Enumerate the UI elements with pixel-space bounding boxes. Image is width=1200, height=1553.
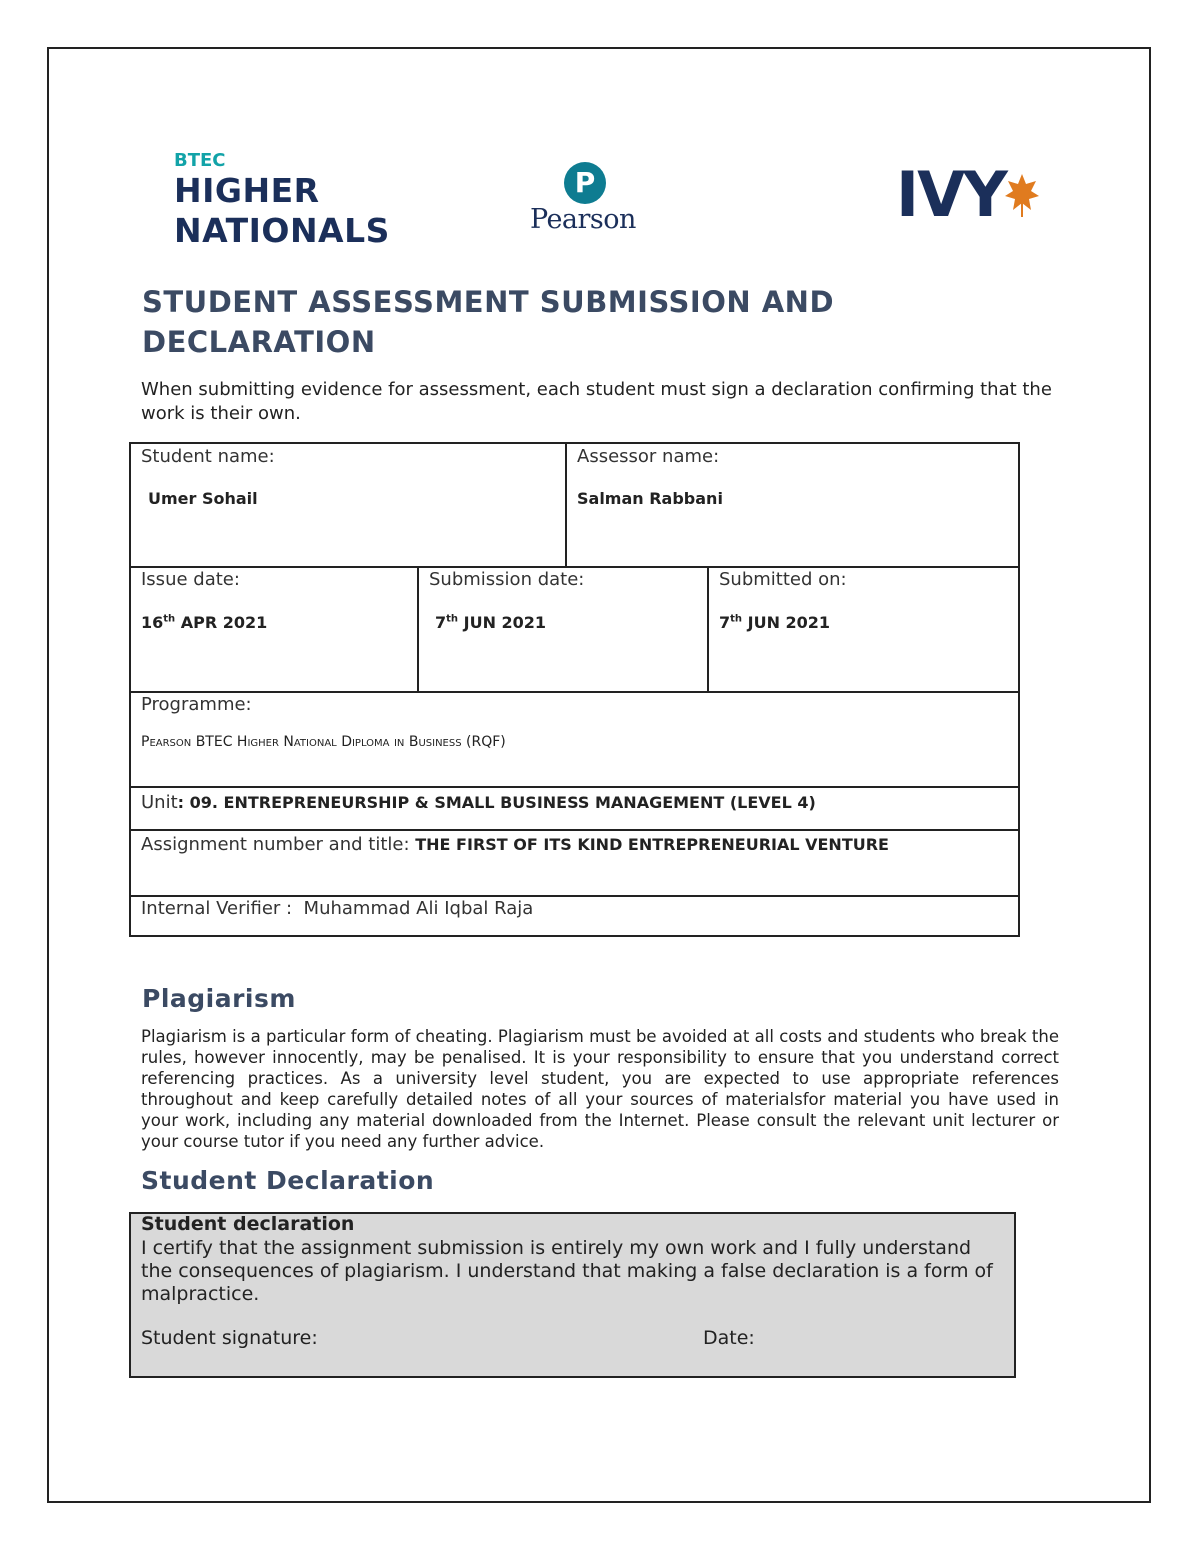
btec-logo-nationals-text: NATIONALS bbox=[174, 211, 390, 250]
assignment-label: Assignment number and title: bbox=[141, 834, 410, 855]
btec-logo-higher-text: HIGHER bbox=[174, 171, 320, 210]
assignment-value: THE FIRST OF ITS KIND ENTREPRENEURIAL VENTURE bbox=[415, 835, 889, 854]
issue-date-label: Issue date: bbox=[141, 569, 240, 590]
declaration-text: I certify that the assignment submission is entirely my own work and I fully understand the consequences of plagiarism. I understand that making a false declaration is a form of malpractice. bbox=[141, 1237, 993, 1305]
assignment-row bbox=[141, 834, 889, 855]
plagiarism-heading: Plagiarism bbox=[142, 984, 296, 1013]
assessor-name-value: Salman Rabbani bbox=[577, 489, 723, 508]
date-label: Date: bbox=[703, 1327, 755, 1349]
submission-date-value: 7th JUN 2021 bbox=[435, 613, 547, 632]
programme-value: Pearson BTEC Higher National Diploma in Business (RQF) bbox=[141, 734, 506, 750]
student-name-label: Student name: bbox=[141, 446, 275, 467]
submitted-on-label: Submitted on: bbox=[719, 569, 847, 590]
btec-logo-small-text: BTEC bbox=[174, 150, 226, 171]
intro-text: When submitting evidence for assessment, each student must sign a declaration confirming that the work is their own. bbox=[141, 379, 1052, 424]
student-name-value: Umer Sohail bbox=[148, 489, 258, 508]
issue-date-value: 16th APR 2021 bbox=[141, 613, 268, 632]
pearson-logo-text: Pearson bbox=[530, 204, 636, 235]
plagiarism-text: Plagiarism is a particular form of cheating. Plagiarism must be avoided at all costs and students who break the rules, however innocently, may be penalised. It is your responsibility to ensure that you understand correct referencing practices. As a university level student, you are expected to use appropriate references throughout and keep carefully detailed notes of all your sources of materialsfor material you have used in your work, including any material downloaded from the Internet. Please consult the relevant unit lecturer or your course tutor if you need any further advice. bbox=[141, 1027, 1059, 1151]
unit-value: : 09. ENTREPRENEURSHIP & SMALL BUSINESS MANAGEMENT (LEVEL 4) bbox=[177, 793, 816, 812]
ivy-leaf-icon bbox=[1004, 172, 1040, 218]
programme-label: Programme: bbox=[141, 694, 252, 715]
verifier-value: Muhammad Ali Iqbal Raja bbox=[303, 898, 534, 919]
submitted-on-value: 7th JUN 2021 bbox=[719, 613, 831, 632]
page-title: STUDENT ASSESSMENT SUBMISSION AND DECLARATION bbox=[142, 285, 835, 359]
submission-date-label: Submission date: bbox=[429, 569, 585, 590]
assessor-name-label: Assessor name: bbox=[577, 446, 720, 467]
declaration-heading: Student Declaration bbox=[141, 1166, 435, 1195]
pearson-logo-icon: P bbox=[564, 162, 606, 204]
ivy-logo-text: IVY bbox=[896, 158, 1006, 231]
verifier-row bbox=[141, 898, 533, 919]
declaration-box-title: Student declaration bbox=[141, 1213, 355, 1235]
student-signature-label: Student signature: bbox=[141, 1327, 318, 1349]
unit-label: Unit bbox=[141, 792, 178, 813]
unit-row bbox=[141, 792, 816, 813]
verifier-label: Internal Verifier : bbox=[141, 898, 293, 919]
